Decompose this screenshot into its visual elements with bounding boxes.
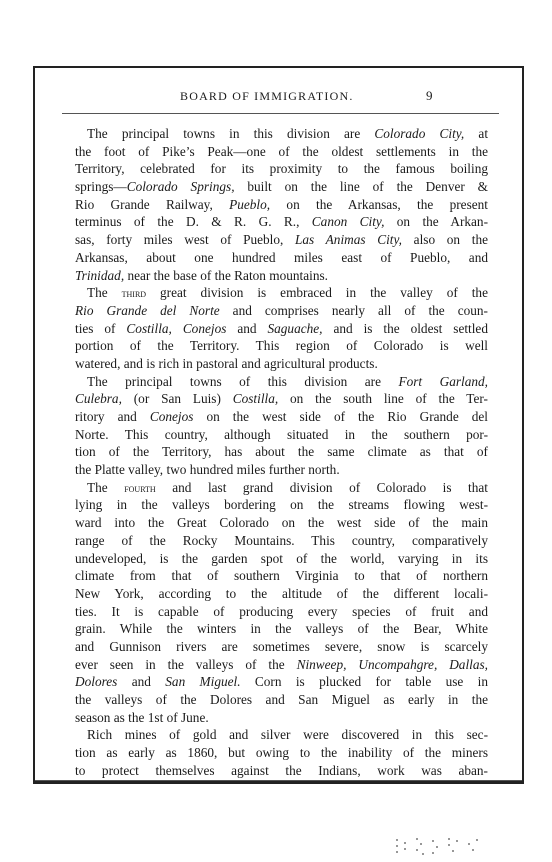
- text-line: [75, 726, 488, 744]
- text-span: ward into the Great Colorado on the west side of the main: [75, 515, 488, 531]
- text-line: [75, 620, 488, 638]
- text-span: (or San Luis): [121, 391, 233, 407]
- text-line: [75, 337, 488, 355]
- text-line: [75, 656, 488, 674]
- running-head: BOARD OF IMMIGRATION.: [180, 89, 354, 103]
- text-line: [75, 373, 488, 391]
- italic-text: Saguache,: [267, 320, 323, 336]
- text-line: [75, 532, 488, 550]
- text-span: watered, and is rich in pastoral and agricultural products.: [75, 355, 378, 371]
- text-span: on the west side of the Rio Grande del: [193, 409, 488, 424]
- text-span: tion of the Territory, has about the same climate as that of: [75, 444, 488, 460]
- text-line: [75, 213, 488, 231]
- italic-text: Las Animas City,: [295, 232, 402, 248]
- italic-text: Rio Grande del Norte: [75, 302, 220, 318]
- text-span: Territory, celebrated for its proximity to the famous boiling: [75, 161, 488, 177]
- header-rule: [62, 113, 499, 114]
- text-line: [75, 691, 488, 709]
- text-span: springs—: [75, 179, 127, 195]
- text-span: on the south line of the Ter-: [278, 391, 488, 407]
- text-line: [75, 762, 488, 780]
- text-span: on the Arkansas, the present: [270, 196, 488, 212]
- text-line: [75, 443, 488, 461]
- text-span: climate from that of southern Virginia to that of northern: [75, 568, 488, 584]
- text-line: [75, 496, 488, 514]
- text-span: and Gunnison rivers are sometimes severe, snow is scarcely: [75, 638, 488, 654]
- text-span: near the base of the Raton mountains.: [124, 267, 328, 283]
- text-line: [75, 231, 488, 249]
- italic-text: Conejos: [182, 320, 227, 336]
- italic-text: Costilla,: [126, 320, 172, 336]
- text-span: undeveloped, is the garden spot of the world, varying in its: [75, 550, 488, 566]
- text-line: [75, 744, 488, 762]
- italic-text: San Miguel.: [165, 674, 241, 690]
- italic-text: Dolores: [75, 674, 118, 690]
- text-span: the valleys of the Dolores and San Miguel as early in the: [75, 692, 488, 707]
- text-line: [75, 638, 488, 656]
- italic-text: Ninweep, Uncompahgre, Dallas,: [296, 656, 488, 672]
- text-line: [75, 355, 488, 373]
- footer-rule: [35, 780, 522, 781]
- text-line: [75, 143, 488, 161]
- small-caps-text: fourth: [124, 480, 156, 495]
- italic-text: Canon City,: [311, 214, 385, 230]
- italic-text: Trinidad,: [75, 267, 125, 283]
- text-span: Corn is plucked for table use in: [240, 674, 488, 690]
- text-span: The: [87, 479, 125, 495]
- text-line: [75, 673, 488, 691]
- text-span: and last grand division of Colorado is that: [155, 479, 488, 495]
- text-span: range of the Rocky Mountains. This country, comparatively: [75, 532, 488, 548]
- text-span: and: [226, 320, 268, 336]
- body-text: [75, 125, 488, 779]
- text-span: the Platte valley, two hundred miles further north.: [75, 462, 340, 478]
- text-span: [172, 321, 183, 336]
- text-line: [75, 390, 488, 408]
- italic-text: Culebra,: [75, 391, 122, 407]
- text-span: and is the oldest settled: [322, 320, 488, 336]
- text-line: [75, 125, 488, 143]
- text-span: ties. It is capable of producing every species of fruit and: [75, 603, 488, 619]
- italic-text: Colorado Springs,: [126, 179, 235, 195]
- text-line: [75, 567, 488, 585]
- text-line: [75, 461, 488, 479]
- text-line: [75, 426, 488, 444]
- text-line: [75, 408, 488, 426]
- text-span: Rich mines of gold and silver were discovered in this sec-: [87, 727, 488, 743]
- text-span: Arkansas, about one hundred miles east of Pueblo, and: [75, 249, 488, 265]
- italic-text: Pueblo,: [229, 196, 271, 212]
- text-span: New York, according to the altitude of the different locali-: [75, 585, 488, 601]
- text-line: [75, 514, 488, 532]
- text-span: and comprises nearly all of the coun-: [219, 302, 488, 318]
- text-span: The: [87, 285, 122, 301]
- text-line: [75, 160, 488, 178]
- text-span: Norte. This country, although situated in the southern por-: [75, 426, 488, 442]
- text-line: [75, 585, 488, 603]
- text-span: terminus of the D. & R. G. R.,: [75, 214, 312, 230]
- text-line: [75, 709, 488, 727]
- text-line: [75, 178, 488, 196]
- text-span: ever seen in the valleys of the: [75, 656, 297, 672]
- italic-text: Conejos: [149, 409, 194, 424]
- text-span: and: [117, 674, 166, 690]
- text-span: lying in the valleys bordering on the streams flowing west-: [75, 497, 488, 513]
- library-stamp-mark: [393, 835, 503, 857]
- text-span: The principal towns in this division are: [87, 126, 375, 141]
- text-span: the foot of Pike’s Peak—one of the oldest settlements in the: [75, 143, 488, 159]
- text-span: at: [464, 126, 488, 141]
- text-line: [75, 479, 488, 497]
- text-line: [75, 320, 488, 338]
- text-line: [75, 284, 488, 302]
- text-span: to protect themselves against the Indians, work was aban-: [75, 762, 488, 778]
- text-span: portion of the Territory. This region of Colorado is well: [75, 338, 488, 354]
- small-caps-text: third: [121, 286, 147, 301]
- text-span: ties of: [75, 320, 127, 336]
- text-span: season as the 1st of June.: [75, 709, 209, 725]
- text-span: built on the line of the Denver &: [234, 179, 488, 195]
- text-line: [75, 249, 488, 267]
- text-line: [75, 302, 488, 320]
- text-line: [75, 603, 488, 621]
- page-number: 9: [426, 88, 433, 103]
- text-span: ritory and: [75, 409, 150, 424]
- text-span: tion as early as 1860, but owing to the inability of the miners: [75, 745, 488, 761]
- text-span: on the Arkan-: [384, 214, 488, 230]
- text-line: [75, 550, 488, 568]
- text-span: great division is embraced in the valley of the: [146, 285, 488, 301]
- text-line: [75, 267, 488, 285]
- page-border: [33, 66, 524, 784]
- text-span: grain. While the winters in the valleys of the Bear, White: [75, 621, 488, 637]
- text-span: sas, forty miles west of Pueblo,: [75, 232, 296, 248]
- text-span: Rio Grande Railway,: [75, 196, 230, 212]
- text-span: also on the: [402, 232, 488, 248]
- italic-text: Costilla,: [232, 391, 279, 407]
- text-line: [75, 196, 488, 214]
- italic-text: Colorado City,: [374, 126, 465, 141]
- text-span: The principal towns of this division are: [87, 373, 399, 389]
- italic-text: Fort Garland,: [398, 373, 488, 389]
